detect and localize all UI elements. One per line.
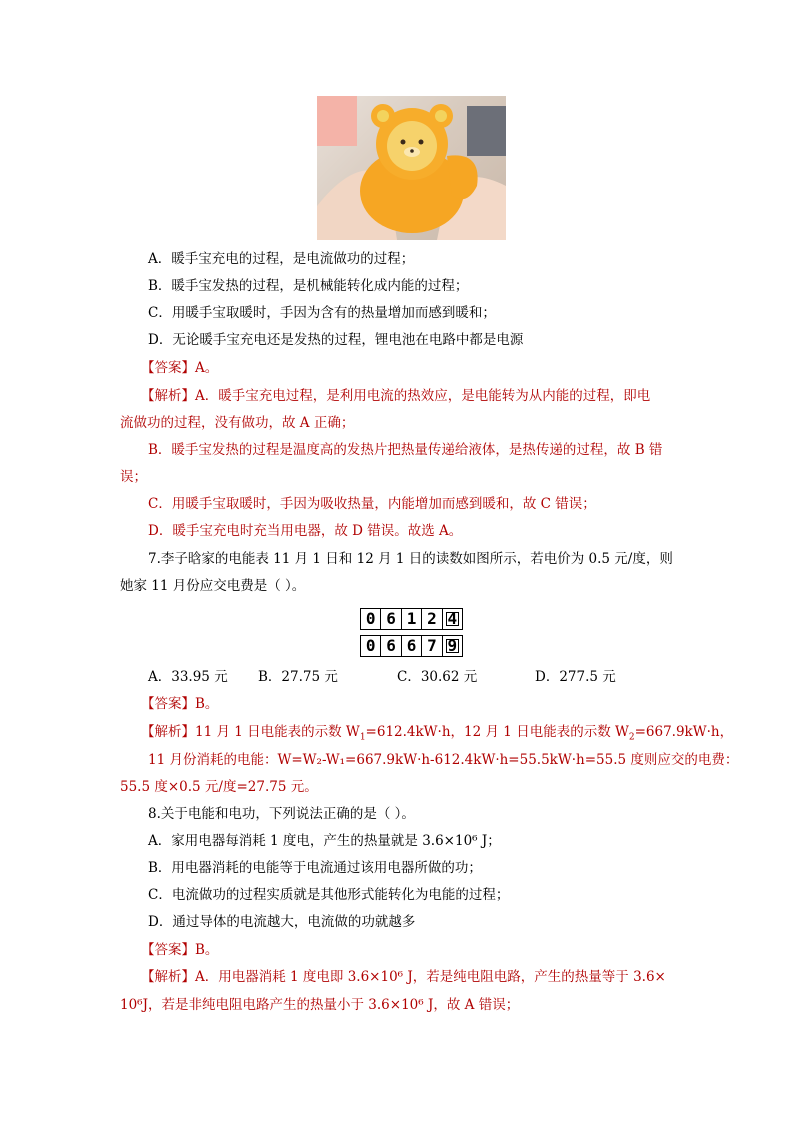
explanation-tag: 【解析】 — [141, 724, 195, 740]
q7-explanation-line-3: 55.5 度×0.5 元/度=27.75 元。 — [120, 779, 318, 795]
q6-option-c: C．用暖手宝取暖时，手因为含有的热量增加而感到暖和； — [148, 305, 496, 321]
explanation-tag: 【解析】 — [141, 969, 195, 985]
q6-explanation-line-2: 流做功的过程，没有做功，故 A 正确； — [120, 415, 355, 431]
meter-digit: 0 — [361, 609, 381, 629]
meter-decimal-digit: 9 — [443, 636, 462, 656]
q8-option-d: D．通过导体的电流越大，电流做的功就越多 — [148, 914, 416, 930]
q8-stem: 8.关于电能和电功，下列说法正确的是（ ）。 — [148, 806, 415, 822]
meter-digit: 7 — [422, 636, 442, 656]
q8-explanation-line-2: 10⁶J，若是非纯电阻电路产生的热量小于 3.6×10⁶ J，故 A 错误； — [120, 997, 520, 1013]
meter-digit: 2 — [422, 609, 442, 629]
q7-explanation-line-2: 11 月份消耗的电能：W=W₂-W₁=667.9kW·h-612.4kW·h=55.5kW·h=55.5 度则应交的电费： — [148, 752, 739, 768]
meter-decimal-digit: 4 — [443, 609, 462, 629]
answer-value: A。 — [195, 360, 219, 376]
q6-explanation-line-1: 【解析】A．暖手宝充电过程，是利用电流的热效应，是电能转为从内能的过程，即电 — [141, 388, 651, 404]
meter-digit: 6 — [402, 636, 422, 656]
answer-tag: 【答案】 — [141, 942, 195, 958]
meter-digit: 0 — [361, 636, 381, 656]
q7-stem-line-1: 7.李子晗家的电能表 11 月 1 日和 12 月 1 日的读数如图所示，若电价为 0.5 元/度，则 — [148, 551, 673, 567]
answer-tag: 【答案】 — [141, 360, 195, 376]
q7-option-d: D．277.5 元 — [535, 669, 616, 685]
q7-option-b: B．27.75 元 — [258, 669, 338, 685]
q7-explanation-line-1: 【解析】11 月 1 日电能表的示数 $W_1=612.4kW\cdot h$，12 月 1 日电能表的示数 $W_2=667.9kW\cdot h$， — [141, 724, 734, 743]
q6-explanation-line-4: 误； — [120, 469, 147, 485]
answer-value: B。 — [195, 696, 219, 712]
meter-digit: 1 — [402, 609, 422, 629]
answer-tag: 【答案】 — [141, 696, 195, 712]
q6-option-d: D．无论暖手宝充电还是发热的过程，锂电池在电路中都是电源 — [148, 332, 524, 348]
meter-reading-dec — [360, 635, 463, 657]
q8-option-c: C．电流做功的过程实质就是其他形式能转化为电能的过程； — [148, 887, 510, 903]
q7-stem-line-2: 她家 11 月份应交电费是（ ）。 — [120, 578, 306, 594]
q8-option-a: A．家用电器每消耗 1 度电，产生的热量就是 3.6×10⁶ J； — [148, 833, 501, 849]
explanation-tag: 【解析】 — [141, 388, 195, 404]
q6-explanation-line-5: C．用暖手宝取暖时，手因为吸收热量，内能增加而感到暖和，故 C 错误； — [148, 496, 596, 512]
q6-explanation-line-3: B．暖手宝发热的过程是温度高的发热片把热量传递给液体，是热传递的过程，故 B 错 — [148, 442, 663, 458]
q8-option-b: B．用电器消耗的电能等于电流通过该用电器所做的功； — [148, 860, 482, 876]
q6-answer — [141, 358, 218, 378]
hand-warmer-photo — [317, 96, 506, 240]
q8-explanation-line-1: 【解析】A．用电器消耗 1 度电即 3.6×10⁶ J，若是纯电阻电路，产生的热量等于 3.6× — [141, 969, 666, 985]
q6-option-b: B．暖手宝发热的过程，是机械能转化成内能的过程； — [148, 278, 469, 294]
q6-explanation-line-6: D．暖手宝充电时充当用电器，故 D 错误。故选 A。 — [148, 523, 463, 539]
answer-value: B。 — [195, 942, 219, 958]
meter-digit: 6 — [381, 636, 401, 656]
q8-answer — [141, 940, 218, 960]
q7-option-c: C．30.62 元 — [397, 669, 478, 685]
hand-warmer-illustration — [317, 96, 506, 240]
q7-option-a: A．33.95 元 — [148, 669, 228, 685]
q7-answer — [141, 694, 218, 714]
meter-digit: 6 — [381, 609, 401, 629]
q6-option-a: A．暖手宝充电的过程，是电流做功的过程； — [148, 251, 415, 267]
meter-reading-nov — [360, 608, 463, 630]
